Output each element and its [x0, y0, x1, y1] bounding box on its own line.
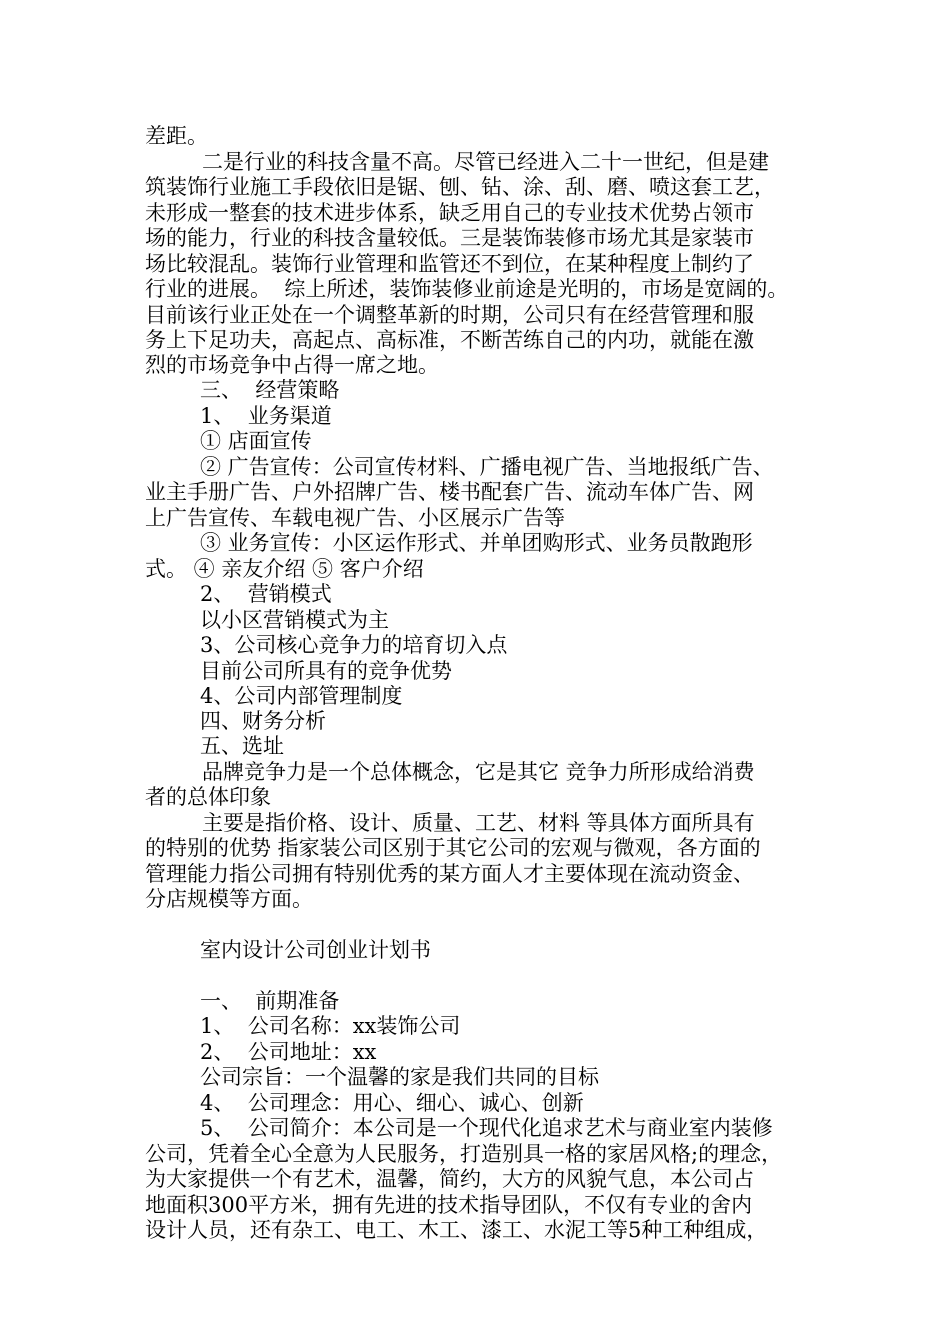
- section-heading: 四、财务分析: [200, 709, 326, 733]
- subsection-heading: 3、公司核心竞争力的培育切入点: [200, 633, 508, 657]
- list-item: 5、 公司简介：本公司是一个现代化追求艺术与商业室内装修: [200, 1116, 773, 1140]
- document-title: 室内设计公司创业计划书: [200, 938, 431, 962]
- paragraph-line: 筑装饰行业施工手段依旧是锯、刨、钻、涂、刮、磨、喷这套工艺，: [145, 175, 775, 199]
- paragraph-line: 上广告宣传、车载电视广告、小区展示广告等: [145, 506, 565, 530]
- list-item: 1、 公司名称：xx装饰公司: [200, 1014, 461, 1038]
- paragraph-line: 的特别的优势 指家装公司区别于其它公司的宏观与微观，各方面的: [145, 836, 761, 860]
- subsection-heading: 2、 营销模式: [200, 582, 332, 606]
- paragraph-line: 目前公司所具有的竞争优势: [200, 659, 452, 683]
- paragraph-line: 烈的市场竞争中占得一席之地。: [145, 353, 439, 377]
- paragraph-line: 为大家提供一个有艺术，温馨，简约，大方的风貌气息，本公司占: [145, 1167, 754, 1191]
- paragraph-line: 务上下足功夫，高起点、高标准，不断苦练自己的内功，就能在激: [145, 328, 754, 352]
- list-item: 2、 公司地址：xx: [200, 1040, 377, 1064]
- paragraph-line: 差距。: [145, 124, 208, 148]
- section-heading: 五、选址: [200, 734, 284, 758]
- paragraph-line: 场的能力，行业的科技含量较低。三是装饰装修市场尤其是家装市: [145, 226, 754, 250]
- paragraph-line: 式。 ④ 亲友介绍 ⑤ 客户介绍: [145, 557, 424, 581]
- paragraph-line: 目前该行业正处在一个调整革新的时期，公司只有在经营管理和服: [145, 303, 754, 327]
- paragraph-line: 行业的进展。 综上所述，装饰装修业前途是光明的，市场是宽阔的。: [145, 277, 789, 301]
- paragraph-line: 主要是指价格、设计、质量、工艺、材料 等具体方面所具有: [202, 811, 755, 835]
- paragraph-line: 公司，凭着全心全意为人民服务，打造别具一格的家居风格;的理念，: [145, 1142, 783, 1166]
- paragraph-line: 以小区营销模式为主: [200, 608, 389, 632]
- list-item: ② 广告宣传：公司宣传材料、广播电视广告、当地报纸广告、: [200, 455, 774, 479]
- list-item: 公司宗旨：一个温馨的家是我们共同的目标: [200, 1065, 599, 1089]
- paragraph-line: 场比较混乱。装饰行业管理和监管还不到位，在某种程度上制约了: [145, 252, 754, 276]
- subsection-heading: 4、公司内部管理制度: [200, 684, 403, 708]
- paragraph-line: 地面积300平方米，拥有先进的技术指导团队，不仅有专业的舍内: [145, 1193, 753, 1217]
- section-heading: 一、 前期准备: [200, 989, 340, 1013]
- paragraph-line: 未形成一整套的技术进步体系，缺乏用自己的专业技术优势占领市: [145, 201, 754, 225]
- list-item: ③ 业务宣传：小区运作形式、并单团购形式、业务员散跑形: [200, 531, 753, 555]
- section-heading: 三、 经营策略: [200, 378, 340, 402]
- paragraph-line: 者的总体印象: [145, 785, 271, 809]
- paragraph-line: 业主手册广告、户外招牌广告、楼书配套广告、流动车体广告、网: [145, 480, 754, 504]
- paragraph-line: 二是行业的科技含量不高。尽管已经进入二十一世纪，但是建: [202, 150, 769, 174]
- paragraph-line: 设计人员，还有杂工、电工、木工、漆工、水泥工等5种工种组成，: [145, 1218, 768, 1242]
- list-item: ① 店面宣传: [200, 429, 312, 453]
- paragraph-line: 分店规模等方面。: [145, 887, 313, 911]
- paragraph-line: 品牌竞争力是一个总体概念，它是其它 竞争力所形成给消费: [202, 760, 755, 784]
- subsection-heading: 1、 业务渠道: [200, 404, 332, 428]
- paragraph-line: 管理能力指公司拥有特别优秀的某方面人才主要体现在流动资金、: [145, 862, 754, 886]
- list-item: 4、 公司理念：用心、细心、诚心、创新: [200, 1091, 584, 1115]
